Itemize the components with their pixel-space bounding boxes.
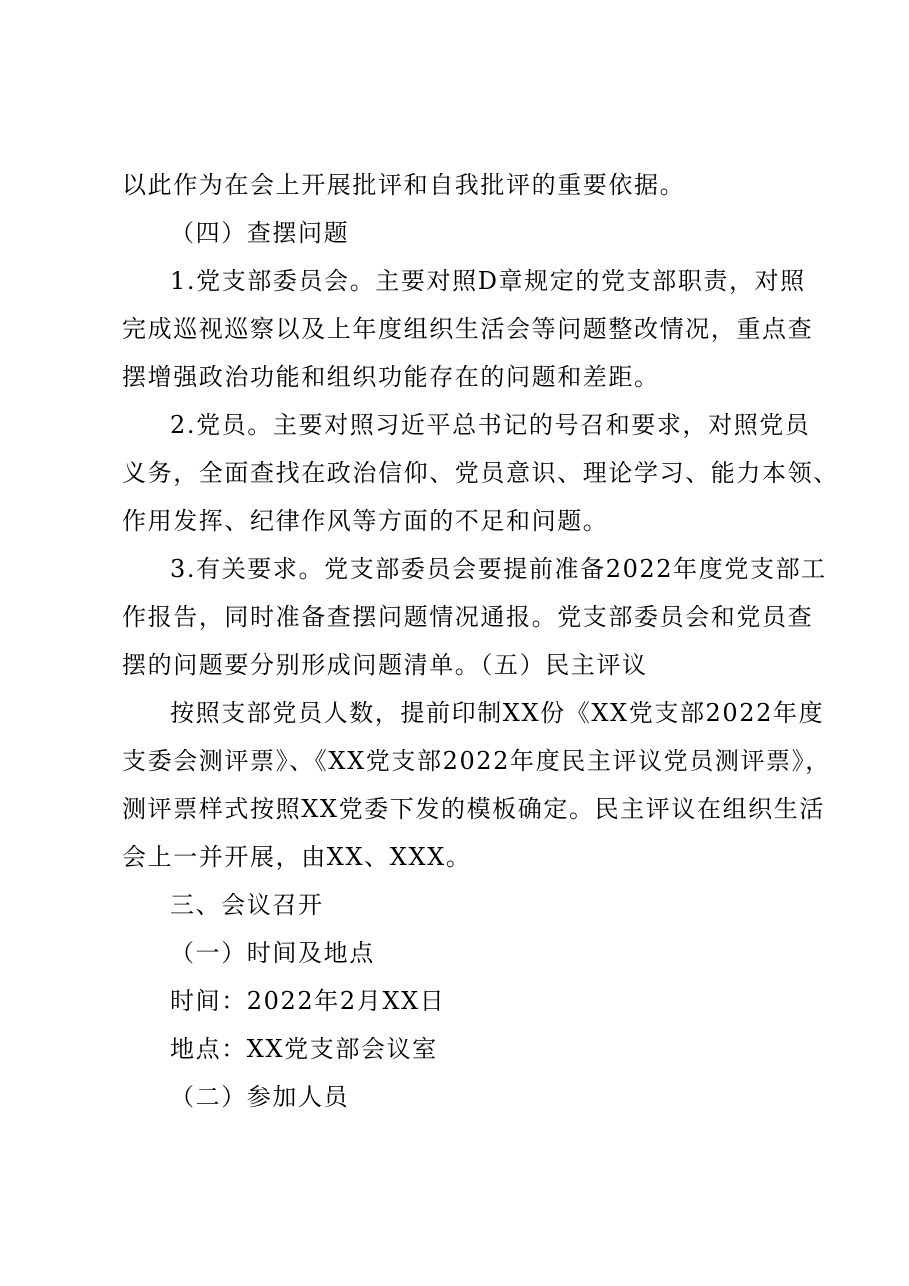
text-line: 完成巡视巡察以及上年度组织生活会等问题整改情况，重点查 (122, 315, 814, 343)
text-line: 1.党支部委员会。主要对照D章规定的党支部职责，对照 (170, 267, 806, 295)
section-heading: （一）时间及地点 (170, 939, 375, 967)
text-line: 作用发挥、纪律作风等方面的不足和问题。 (122, 507, 609, 535)
text-line: 按照支部党员人数，提前印制XX份《XX党支部2022年度 (170, 699, 825, 727)
text-line: 义务，全面查找在政治信仰、党员意识、理论学习、能力本领、 (122, 459, 839, 487)
text-line: 2.党员。主要对照习近平总书记的号召和要求，对照党员 (170, 411, 811, 439)
text-line: 时间：2022年2月XX日 (170, 987, 446, 1015)
text-line: 支委会测评票》、《XX党支部2022年度民主评议党员测评票》， (122, 747, 831, 775)
section-heading: 三、会议召开 (170, 891, 324, 919)
text-line: 以此作为在会上开展批评和自我批评的重要依据。 (122, 171, 686, 199)
text-line: 摆增强政治功能和组织功能存在的问题和差距。 (122, 363, 660, 391)
section-heading: （四）查摆问题 (170, 219, 350, 247)
text-line: 地点：XX党支部会议室 (170, 1035, 438, 1063)
text-line: 摆的问题要分别形成问题清单。（五）民主评议 (122, 651, 648, 679)
text-line: 3.有关要求。党支部委员会要提前准备2022年度党支部工 (170, 555, 827, 583)
text-line: 测评票样式按照XX党委下发的模板确定。民主评议在组织生活 (122, 795, 825, 823)
text-line: 作报告，同时准备查摆问题情况通报。党支部委员会和党员查 (122, 603, 814, 631)
section-heading: （二）参加人员 (170, 1083, 350, 1111)
text-line: 会上一并开展，由XX、XXX。 (122, 843, 472, 871)
